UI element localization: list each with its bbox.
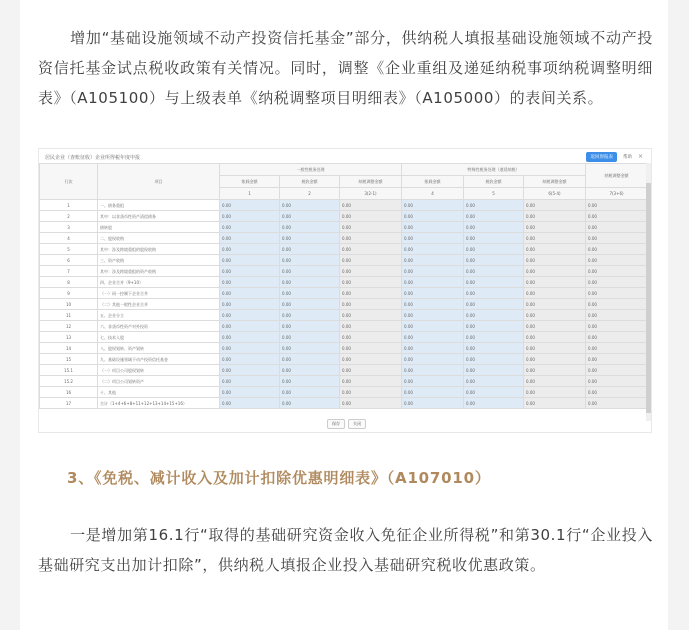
- amount-calculated-cell: 0.00: [586, 266, 648, 277]
- table-row: [40, 266, 648, 277]
- row-label: 其中：涉及跨境重组的资产收购: [98, 266, 220, 277]
- paragraph-text: 增加“基础设施领域不动产投资信托基金”部分，供纳税人填报基础设施领域不动产投资信托基金试点税收政策有关情况。同时，调整《企业重组及递延纳税事项纳税调整明细表》（A105100）与上级表单《纳税调整项目明细表》（A105000）的表间关系。: [38, 29, 653, 107]
- amount-input-cell[interactable]: 0.00: [464, 266, 524, 277]
- table-row: [40, 332, 648, 343]
- amount-input-cell[interactable]: 0.00: [464, 255, 524, 266]
- header-adjust-amount: 纳税调整金额: [524, 176, 586, 188]
- header-special: 特殊性税务处理（递延纳税）: [402, 164, 586, 176]
- amount-input-cell[interactable]: 0.00: [220, 332, 280, 343]
- row-label: 七、技术入股: [98, 332, 220, 343]
- amount-calculated-cell: 0.00: [340, 222, 402, 233]
- amount-input-cell[interactable]: 0.00: [220, 365, 280, 376]
- row-label: （二）项目公司划转资产: [98, 376, 220, 387]
- row-label: 四、企业合并（9+10）: [98, 277, 220, 288]
- row-number: 15.2: [40, 376, 98, 387]
- row-label: 九、基础设施领域不动产投资信托基金: [98, 354, 220, 365]
- amount-calculated-cell: 0.00: [340, 332, 402, 343]
- row-number: 13: [40, 332, 98, 343]
- amount-input-cell[interactable]: 0.00: [280, 376, 340, 387]
- amount-input-cell[interactable]: 0.00: [402, 343, 464, 354]
- article-page: [20, 0, 668, 630]
- amount-input-cell[interactable]: 0.00: [280, 321, 340, 332]
- amount-input-cell[interactable]: 0.00: [220, 277, 280, 288]
- row-number: 6: [40, 255, 98, 266]
- amount-calculated-cell: 0.00: [340, 376, 402, 387]
- amount-calculated-cell: 0.00: [586, 244, 648, 255]
- amount-input-cell[interactable]: 0.00: [402, 365, 464, 376]
- table-row: [40, 398, 648, 409]
- amount-input-cell[interactable]: 0.00: [280, 354, 340, 365]
- amount-input-cell[interactable]: 0.00: [220, 200, 280, 211]
- amount-input-cell[interactable]: 0.00: [280, 200, 340, 211]
- amount-input-cell[interactable]: 0.00: [220, 233, 280, 244]
- paragraph-a107010: [38, 520, 653, 580]
- amount-input-cell[interactable]: 0.00: [402, 398, 464, 409]
- form-buttons: [327, 419, 366, 429]
- amount-calculated-cell: 0.00: [340, 288, 402, 299]
- amount-input-cell[interactable]: 0.00: [402, 222, 464, 233]
- amount-input-cell[interactable]: 0.00: [464, 343, 524, 354]
- amount-input-cell[interactable]: 0.00: [402, 266, 464, 277]
- table-row: [40, 321, 648, 332]
- amount-input-cell[interactable]: 0.00: [464, 299, 524, 310]
- amount-calculated-cell: 0.00: [524, 343, 586, 354]
- amount-calculated-cell: 0.00: [340, 387, 402, 398]
- row-number: 5: [40, 244, 98, 255]
- header-column-number: 3(2-1): [340, 188, 402, 200]
- row-number: 15.1: [40, 365, 98, 376]
- row-number: 2: [40, 211, 98, 222]
- row-number: 15: [40, 354, 98, 365]
- amount-calculated-cell: 0.00: [586, 211, 648, 222]
- amount-input-cell[interactable]: 0.00: [402, 211, 464, 222]
- embedded-form-screenshot: [38, 148, 652, 433]
- amount-input-cell[interactable]: 0.00: [280, 211, 340, 222]
- amount-input-cell[interactable]: 0.00: [280, 222, 340, 233]
- table-row: [40, 343, 648, 354]
- row-number: 16: [40, 387, 98, 398]
- amount-calculated-cell: 0.00: [524, 376, 586, 387]
- header-column-number: 1: [220, 188, 280, 200]
- amount-input-cell[interactable]: 0.00: [402, 299, 464, 310]
- amount-input-cell[interactable]: 0.00: [220, 244, 280, 255]
- header-adjust-amount: 纳税调整金额: [340, 176, 402, 188]
- amount-calculated-cell: 0.00: [524, 299, 586, 310]
- amount-input-cell[interactable]: 0.00: [280, 332, 340, 343]
- amount-calculated-cell: 0.00: [524, 222, 586, 233]
- amount-calculated-cell: 0.00: [586, 277, 648, 288]
- header-adjust: 纳税调整金额: [586, 164, 648, 188]
- amount-input-cell[interactable]: 0.00: [280, 233, 340, 244]
- header-column-number: 5: [464, 188, 524, 200]
- amount-input-cell[interactable]: 0.00: [402, 354, 464, 365]
- amount-calculated-cell: 0.00: [340, 277, 402, 288]
- row-number: 7: [40, 266, 98, 277]
- amount-input-cell[interactable]: 0.00: [402, 332, 464, 343]
- row-number: 9: [40, 288, 98, 299]
- row-label: 债转股: [98, 222, 220, 233]
- header-general: 一般性税务处理: [220, 164, 402, 176]
- table-row: [40, 365, 648, 376]
- row-label: 其中：涉及跨境重组的股权收购: [98, 244, 220, 255]
- table-row: [40, 376, 648, 387]
- amount-input-cell[interactable]: 0.00: [464, 244, 524, 255]
- table-row: [40, 222, 648, 233]
- amount-input-cell[interactable]: 0.00: [280, 299, 340, 310]
- amount-calculated-cell: 0.00: [340, 244, 402, 255]
- amount-calculated-cell: 0.00: [524, 310, 586, 321]
- amount-calculated-cell: 0.00: [524, 266, 586, 277]
- amount-calculated-cell: 0.00: [340, 233, 402, 244]
- amount-input-cell[interactable]: 0.00: [280, 398, 340, 409]
- amount-calculated-cell: 0.00: [524, 365, 586, 376]
- amount-calculated-cell: 0.00: [340, 299, 402, 310]
- save-button[interactable]: 保存: [327, 419, 345, 429]
- amount-input-cell[interactable]: 0.00: [280, 343, 340, 354]
- row-number: 4: [40, 233, 98, 244]
- row-label: （一）项目公司股权划转: [98, 365, 220, 376]
- amount-input-cell[interactable]: 0.00: [464, 288, 524, 299]
- amount-calculated-cell: 0.00: [524, 288, 586, 299]
- amount-calculated-cell: 0.00: [524, 244, 586, 255]
- header-tax-amount: 税收金额: [280, 176, 340, 188]
- amount-input-cell[interactable]: 0.00: [464, 332, 524, 343]
- row-label: 五、企业分立: [98, 310, 220, 321]
- header-column-number: 4: [402, 188, 464, 200]
- amount-input-cell[interactable]: 0.00: [280, 288, 340, 299]
- header-column-number: 2: [280, 188, 340, 200]
- amount-calculated-cell: 0.00: [524, 387, 586, 398]
- amount-calculated-cell: 0.00: [524, 255, 586, 266]
- amount-input-cell[interactable]: 0.00: [464, 233, 524, 244]
- amount-input-cell[interactable]: 0.00: [464, 310, 524, 321]
- table-row: [40, 310, 648, 321]
- close-button[interactable]: 关闭: [348, 419, 366, 429]
- amount-calculated-cell: 0.00: [586, 233, 648, 244]
- amount-input-cell[interactable]: 0.00: [402, 321, 464, 332]
- header-column-number: 7(3+6): [586, 188, 648, 200]
- row-number: 8: [40, 277, 98, 288]
- amount-calculated-cell: 0.00: [524, 200, 586, 211]
- amount-calculated-cell: 0.00: [524, 354, 586, 365]
- amount-calculated-cell: 0.00: [524, 233, 586, 244]
- row-label: （一）同一控制下企业合并: [98, 288, 220, 299]
- amount-calculated-cell: 0.00: [340, 266, 402, 277]
- amount-calculated-cell: 0.00: [340, 255, 402, 266]
- amount-calculated-cell: 0.00: [586, 354, 648, 365]
- amount-calculated-cell: 0.00: [524, 398, 586, 409]
- form-toolbar: [586, 152, 643, 162]
- amount-input-cell[interactable]: 0.00: [220, 288, 280, 299]
- amount-input-cell[interactable]: 0.00: [402, 310, 464, 321]
- amount-input-cell[interactable]: 0.00: [464, 398, 524, 409]
- amount-input-cell[interactable]: 0.00: [464, 354, 524, 365]
- amount-input-cell[interactable]: 0.00: [464, 387, 524, 398]
- table-row: [40, 233, 648, 244]
- amount-calculated-cell: 0.00: [586, 288, 648, 299]
- row-label: 合计（1+4+6+8+11+12+13+14+15+16）: [98, 398, 220, 409]
- amount-input-cell[interactable]: 0.00: [280, 266, 340, 277]
- form-table: [39, 163, 648, 409]
- amount-calculated-cell: 0.00: [524, 277, 586, 288]
- amount-calculated-cell: 0.00: [586, 321, 648, 332]
- amount-input-cell[interactable]: 0.00: [220, 398, 280, 409]
- amount-calculated-cell: 0.00: [340, 354, 402, 365]
- amount-input-cell[interactable]: 0.00: [464, 211, 524, 222]
- amount-calculated-cell: 0.00: [586, 365, 648, 376]
- amount-input-cell[interactable]: 0.00: [220, 266, 280, 277]
- amount-input-cell[interactable]: 0.00: [402, 288, 464, 299]
- amount-input-cell[interactable]: 0.00: [464, 222, 524, 233]
- amount-input-cell[interactable]: 0.00: [402, 244, 464, 255]
- amount-calculated-cell: 0.00: [340, 310, 402, 321]
- amount-calculated-cell: 0.00: [340, 365, 402, 376]
- amount-input-cell[interactable]: 0.00: [220, 299, 280, 310]
- amount-input-cell[interactable]: 0.00: [464, 376, 524, 387]
- amount-input-cell[interactable]: 0.00: [464, 365, 524, 376]
- return-button[interactable]: 返回原报表: [586, 152, 617, 162]
- amount-calculated-cell: 0.00: [586, 398, 648, 409]
- amount-calculated-cell: 0.00: [586, 332, 648, 343]
- row-label: 八、股权划转、资产划转: [98, 343, 220, 354]
- header-book-amount: 账载金额: [220, 176, 280, 188]
- header-row-number: 行次: [40, 164, 98, 200]
- amount-calculated-cell: 0.00: [586, 255, 648, 266]
- amount-input-cell[interactable]: 0.00: [220, 387, 280, 398]
- header-book-amount: 账载金额: [402, 176, 464, 188]
- amount-input-cell[interactable]: 0.00: [220, 354, 280, 365]
- amount-input-cell[interactable]: 0.00: [464, 200, 524, 211]
- amount-calculated-cell: 0.00: [586, 299, 648, 310]
- row-label: 一、债务重组: [98, 200, 220, 211]
- amount-calculated-cell: 0.00: [586, 387, 648, 398]
- table-row: [40, 387, 648, 398]
- paragraph-a105100: [38, 23, 653, 113]
- table-row: [40, 277, 648, 288]
- table-row: [40, 299, 648, 310]
- amount-input-cell[interactable]: 0.00: [464, 277, 524, 288]
- row-label: 二、股权收购: [98, 233, 220, 244]
- amount-calculated-cell: 0.00: [340, 398, 402, 409]
- amount-input-cell[interactable]: 0.00: [464, 321, 524, 332]
- table-row: [40, 200, 648, 211]
- row-label: 三、资产收购: [98, 255, 220, 266]
- amount-calculated-cell: 0.00: [524, 321, 586, 332]
- amount-calculated-cell: 0.00: [586, 376, 648, 387]
- amount-input-cell[interactable]: 0.00: [220, 321, 280, 332]
- table-row: [40, 244, 648, 255]
- amount-input-cell[interactable]: 0.00: [280, 387, 340, 398]
- row-label: （二）其他一般性企业合并: [98, 299, 220, 310]
- amount-input-cell[interactable]: 0.00: [220, 343, 280, 354]
- amount-calculated-cell: 0.00: [340, 343, 402, 354]
- amount-input-cell[interactable]: 0.00: [220, 376, 280, 387]
- header-item: 项目: [98, 164, 220, 200]
- amount-calculated-cell: 0.00: [586, 310, 648, 321]
- amount-calculated-cell: 0.00: [586, 200, 648, 211]
- header-column-number: 6(5-4): [524, 188, 586, 200]
- header-tax-amount: 税收金额: [464, 176, 524, 188]
- row-number: 3: [40, 222, 98, 233]
- amount-calculated-cell: 0.00: [586, 222, 648, 233]
- row-number: 11: [40, 310, 98, 321]
- amount-calculated-cell: 0.00: [340, 211, 402, 222]
- amount-input-cell[interactable]: 0.00: [402, 387, 464, 398]
- section-heading: 3、《免税、减计收入及加计扣除优惠明细表》（A107010）: [67, 469, 491, 487]
- amount-input-cell[interactable]: 0.00: [280, 310, 340, 321]
- help-link[interactable]: 帮助: [622, 155, 632, 160]
- row-label: 十、其他: [98, 387, 220, 398]
- row-number: 17: [40, 398, 98, 409]
- amount-calculated-cell: 0.00: [586, 343, 648, 354]
- amount-input-cell[interactable]: 0.00: [402, 233, 464, 244]
- row-number: 12: [40, 321, 98, 332]
- row-number: 10: [40, 299, 98, 310]
- amount-calculated-cell: 0.00: [340, 321, 402, 332]
- amount-input-cell[interactable]: 0.00: [402, 255, 464, 266]
- table-row: [40, 354, 648, 365]
- amount-input-cell[interactable]: 0.00: [220, 310, 280, 321]
- amount-input-cell[interactable]: 0.00: [280, 365, 340, 376]
- amount-input-cell[interactable]: 0.00: [402, 277, 464, 288]
- amount-input-cell[interactable]: 0.00: [402, 376, 464, 387]
- table-row: [40, 288, 648, 299]
- amount-input-cell[interactable]: 0.00: [280, 244, 340, 255]
- amount-input-cell[interactable]: 0.00: [220, 222, 280, 233]
- paragraph-text: 一是增加第16.1行“取得的基础研究资金收入免征企业所得税”和第30.1行“企业投入基础研究支出加计扣除”，供纳税人填报企业投入基础研究税收优惠政策。: [38, 526, 653, 574]
- amount-calculated-cell: 0.00: [524, 332, 586, 343]
- amount-input-cell[interactable]: 0.00: [402, 200, 464, 211]
- close-icon[interactable]: ×: [637, 153, 643, 160]
- amount-input-cell[interactable]: 0.00: [220, 255, 280, 266]
- row-number: 1: [40, 200, 98, 211]
- amount-input-cell[interactable]: 0.00: [220, 211, 280, 222]
- table-row: [40, 211, 648, 222]
- row-label: 其中：以非货币性资产清偿债务: [98, 211, 220, 222]
- amount-calculated-cell: 0.00: [524, 211, 586, 222]
- scrollbar-thumb[interactable]: [646, 183, 651, 413]
- vertical-scrollbar[interactable]: [646, 163, 651, 421]
- table-row: [40, 255, 648, 266]
- row-number: 14: [40, 343, 98, 354]
- amount-input-cell[interactable]: 0.00: [280, 255, 340, 266]
- form-title: 居民企业（查账征收）企业所得税年度申报: [45, 155, 141, 161]
- amount-calculated-cell: 0.00: [340, 200, 402, 211]
- amount-input-cell[interactable]: 0.00: [280, 277, 340, 288]
- row-label: 六、非货币性资产对外投资: [98, 321, 220, 332]
